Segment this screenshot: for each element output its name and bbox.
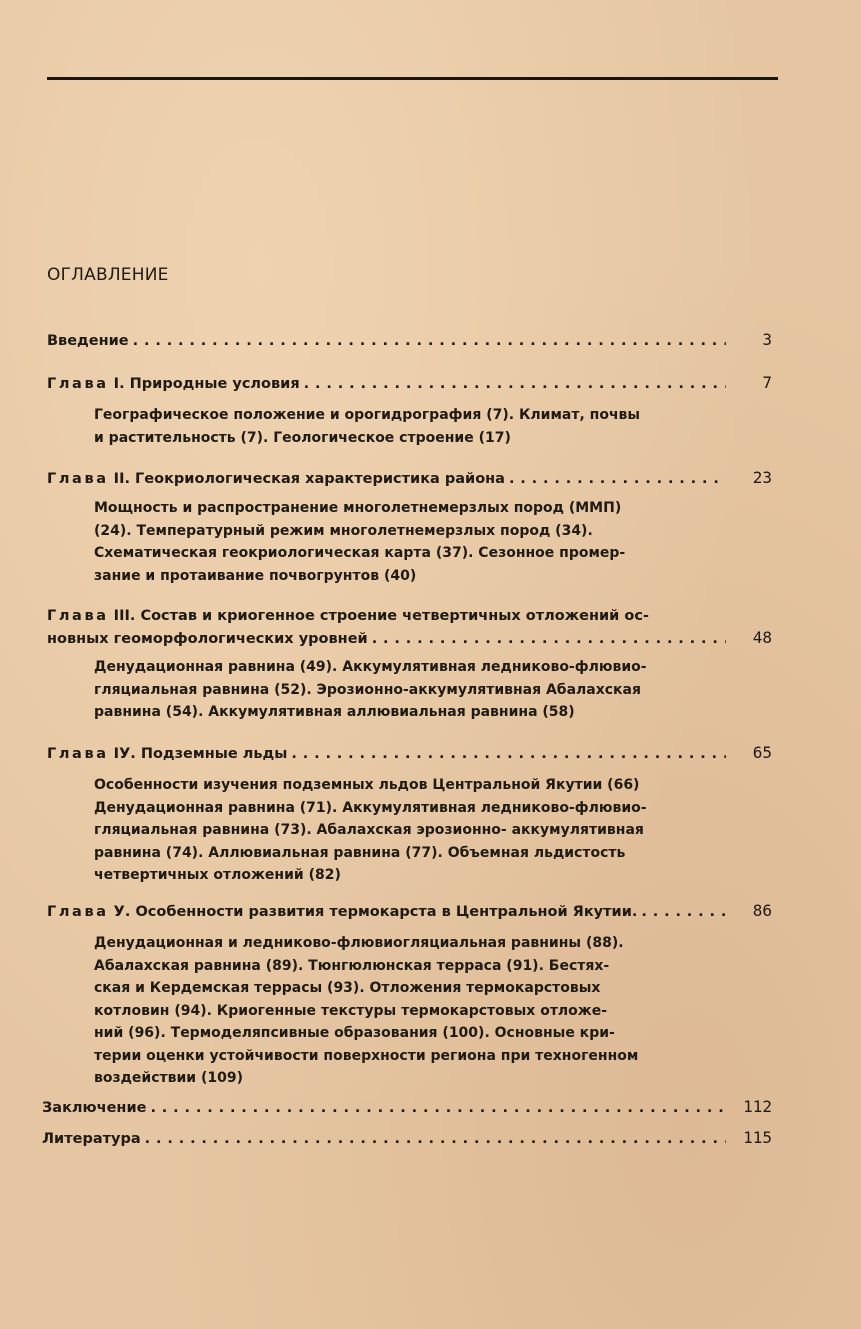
section-line: Денудационная равнина (49). Аккумулятивная ледниково-флювио- (94, 659, 647, 675)
section-line: Денудационная и ледниково-флювиогляциальная равнины (88). (94, 935, 624, 951)
page-number: 86 (752, 901, 772, 920)
dot-leader (145, 1128, 726, 1150)
chapter-number: IУ. (113, 746, 136, 762)
entry-title: Геокриологическая характеристика района (135, 471, 505, 487)
page-number: 3 (762, 330, 772, 349)
chapter-label: Глава (47, 471, 109, 487)
section-line: Абалахская равнина (89). Тюнгюлюнская терраса (91). Бестях- (94, 957, 610, 974)
page-number: 7 (762, 373, 772, 392)
chapter-number: I. (113, 376, 125, 392)
section-line: терии оценки устойчивости поверхности региона при техногенном (94, 1047, 639, 1064)
toc-entry-chapter-5 (47, 900, 772, 923)
dot-leader (291, 743, 726, 765)
chapter-number: II. (113, 471, 130, 487)
page-number: 23 (752, 468, 772, 487)
entry-title: Заключение (42, 1100, 147, 1116)
dot-leader (133, 330, 726, 352)
toc-entry-chapter-3 (47, 605, 772, 650)
section-line: ний (96). Термоделяпсивные образования (100). Основные кри- (94, 1025, 615, 1041)
chapter-label: Глава (47, 904, 109, 920)
chapter-label: Глава (47, 608, 109, 624)
chapter-1-sections (94, 404, 719, 449)
section-line: и растительность (7). Геологическое строение (17) (94, 429, 511, 446)
section-line: Географическое положение и орогидрография (7). Климат, почвы (94, 407, 641, 423)
chapter-label: Глава (47, 376, 109, 392)
top-rule (47, 77, 778, 80)
section-line: Мощность и распространение многолетнемерзлых пород (ММП) (94, 500, 622, 516)
section-line: Особенности изучения подземных льдов Центральной Якутии (66) (94, 777, 640, 793)
entry-title: Подземные льды (140, 746, 288, 762)
section-line: гляциальная равнина (52). Эрозионно-аккумулятивная Абалахская (94, 681, 641, 698)
section-line: ская и Кердемская террасы (93). Отложения термокарстовых (94, 980, 601, 996)
page-number: 115 (743, 1128, 772, 1147)
section-line: зание и протаивание почвогрунтов (40) (94, 567, 417, 584)
section-line: равнина (74). Аллювиальная равнина (77). Объемная льдистость (94, 844, 626, 861)
entry-title: Введение (47, 333, 129, 349)
entry-title: Литература (42, 1131, 141, 1147)
toc-entry-chapter-4 (47, 742, 772, 765)
dot-leader (304, 373, 726, 395)
section-line: (24). Температурный режим многолетнемерзлых пород (34). (94, 522, 593, 539)
section-line: гляциальная равнина (73). Абалахская эрозионно- аккумулятивная (94, 822, 644, 838)
dot-leader (150, 1097, 726, 1119)
dot-leader (372, 628, 726, 650)
chapter-3-sections (94, 656, 719, 724)
chapter-label: Глава (47, 746, 109, 762)
section-line: равнина (54). Аккумулятивная аллювиальная равнина (58) (94, 704, 575, 720)
chapter-2-sections (94, 497, 719, 587)
toc-entry-chapter-1 (47, 372, 772, 395)
dot-leader (509, 468, 726, 490)
toc-entry-references (42, 1127, 772, 1150)
page-number: 65 (752, 743, 772, 762)
section-line: четвертичных отложений (82) (94, 867, 341, 883)
chapter-5-sections (94, 932, 719, 1090)
section-line: воздействии (109) (94, 1070, 244, 1086)
chapter-4-sections (94, 774, 719, 887)
toc-entry-intro (47, 329, 772, 352)
chapter-number: У. (113, 904, 131, 920)
toc-entry-chapter-2 (47, 467, 772, 490)
entry-title: Природные условия (129, 376, 300, 392)
page-number: 112 (743, 1097, 772, 1116)
section-line: Схематическая геокриологическая карта (37). Сезонное промер- (94, 545, 626, 561)
toc-entry-conclusion (42, 1096, 772, 1119)
dot-leader (641, 901, 726, 923)
section-line: Денудационная равнина (71). Аккумулятивная ледниково-флювио- (94, 799, 647, 816)
entry-title: Особенности развития термокарста в Центральной Якутии. (135, 904, 638, 920)
section-line: котловин (94). Криогенные текстуры термокарстовых отложе- (94, 1002, 608, 1019)
entry-title: Состав и криогенное строение четвертичных отложений ос- (140, 608, 649, 624)
toc-heading: ОГЛАВЛЕНИЕ (47, 265, 169, 285)
entry-title-continued: новных геоморфологических уровней (47, 631, 368, 647)
chapter-number: III. (113, 608, 136, 624)
page-number: 48 (752, 628, 772, 647)
